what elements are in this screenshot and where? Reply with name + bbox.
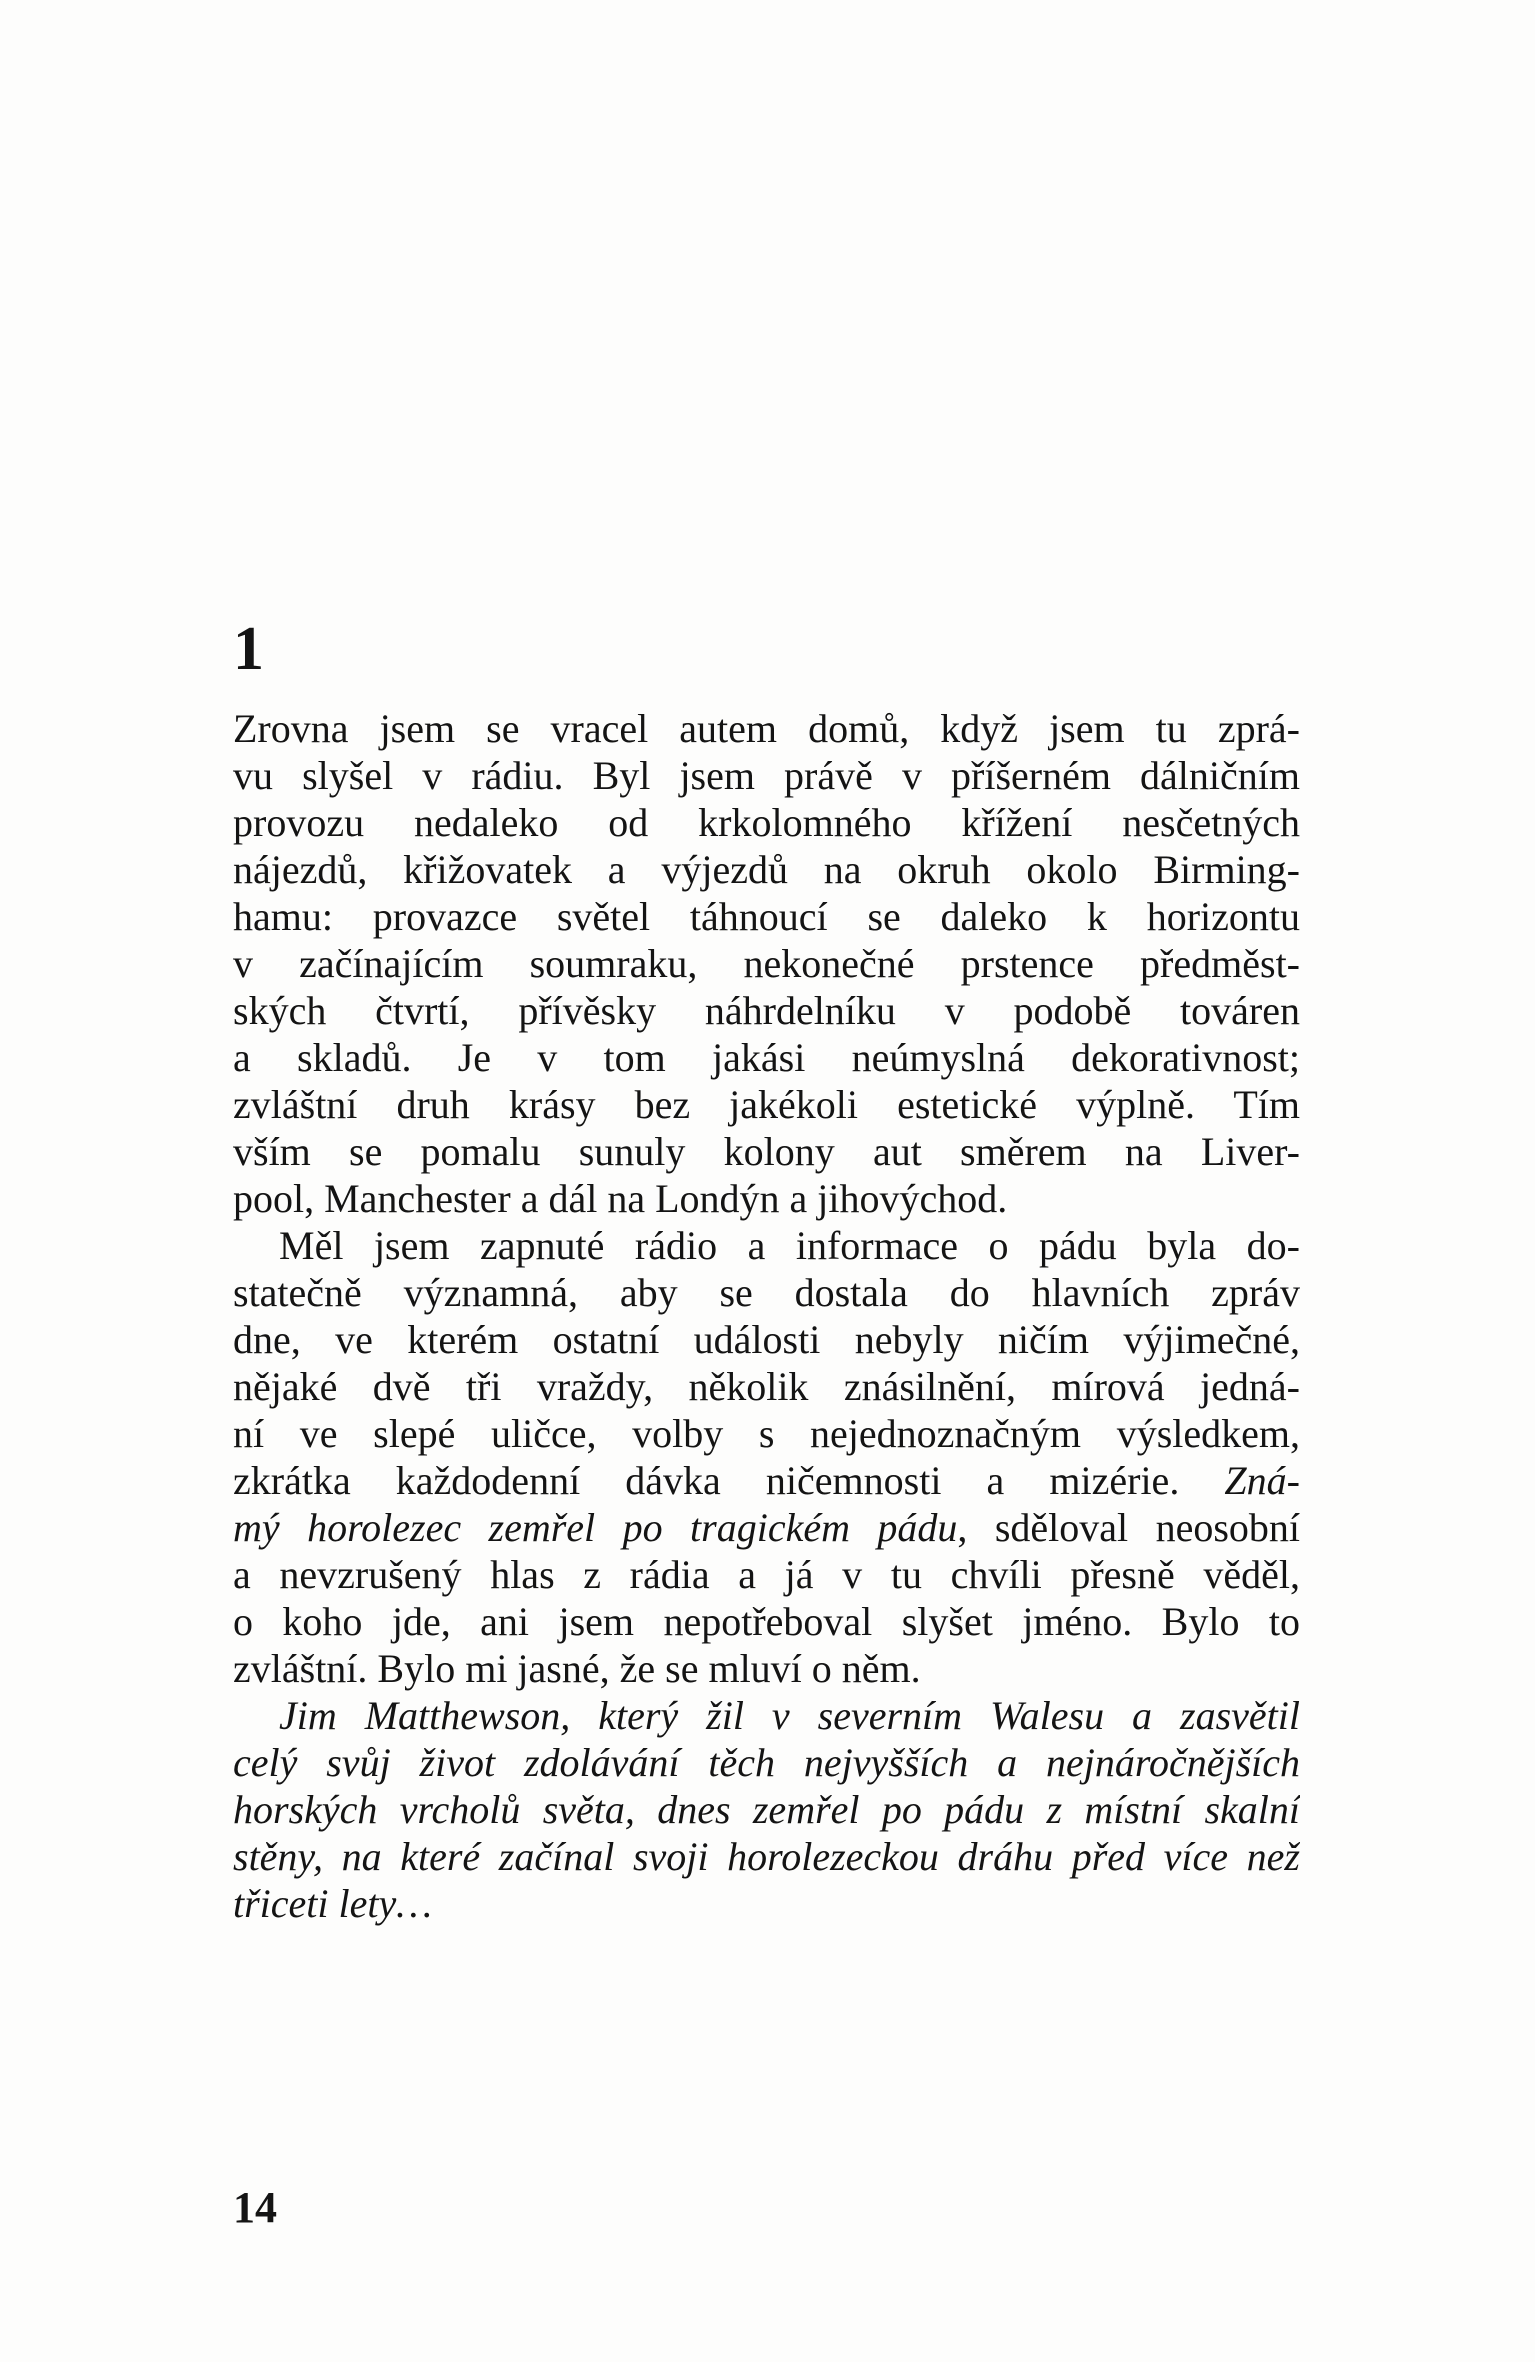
text-line: o koho jde, ani jsem nepotřeboval slyšet jméno. Bylo to <box>233 1599 1300 1644</box>
text-line: a nevzrušený hlas z rádia a já v tu chvíli přesně věděl, <box>233 1552 1300 1597</box>
text-line: a skladů. Je v tom jakási neúmyslná dekorativnost; <box>233 1035 1300 1080</box>
text-line: Zrovna jsem se vracel autem domů, když jsem tu zprá- <box>233 706 1300 751</box>
text-line: provozu nedaleko od krkolomného křížení nesčetných <box>233 800 1300 845</box>
text-line: nájezdů, křižovatek a výjezdů na okruh okolo Birming- <box>233 847 1300 892</box>
text-line: zvláštní. Bylo mi jasné, že se mluví o něm. <box>233 1646 921 1691</box>
text-segment-italic: mý horolezec zemřel po tragickém pádu <box>233 1505 958 1550</box>
text-segment: , sděloval neosobní <box>957 1505 1300 1550</box>
text-line-italic: horských vrcholů světa, dnes zemřel po pádu z místní skalní <box>233 1787 1300 1832</box>
text-line-italic: třiceti lety… <box>233 1881 432 1926</box>
chapter-number: 1 <box>233 615 264 683</box>
text-line-italic: Jim Matthewson, který žil v severním Walesu a zasvětil <box>279 1693 1300 1738</box>
text-line: v začínajícím soumraku, nekonečné prstence předměst- <box>233 941 1300 986</box>
text-line: vu slyšel v rádiu. Byl jsem právě v příšerném dálničním <box>233 753 1300 798</box>
text-line <box>233 1457 1300 1504</box>
page-number: 14 <box>233 2183 277 2232</box>
text-line: nějaké dvě tři vraždy, několik znásilnění, mírová jedná- <box>233 1364 1300 1409</box>
text-line: hamu: provazce světel táhnoucí se daleko k horizontu <box>233 894 1300 939</box>
text-line-italic: celý svůj život zdolávání těch nejvyšších a nejnáročnějších <box>233 1740 1300 1785</box>
text-line: pool, Manchester a dál na Londýn a jihovýchod. <box>233 1176 1008 1221</box>
text-segment-italic: Zná- <box>1224 1458 1300 1503</box>
text-line: Měl jsem zapnuté rádio a informace o pádu byla do- <box>279 1223 1300 1268</box>
text-line: ní ve slepé uličce, volby s nejednoznačným výsledkem, <box>233 1411 1300 1456</box>
text-line: zvláštní druh krásy bez jakékoli estetické výplně. Tím <box>233 1082 1300 1127</box>
text-line <box>233 1504 1300 1551</box>
text-line: ských čtvrtí, přívěsky náhrdelníku v podobě továren <box>233 988 1300 1033</box>
text-line-italic: stěny, na které začínal svoji horolezeckou dráhu před více než <box>233 1834 1300 1879</box>
text-line: dne, ve kterém ostatní události nebyly ničím výjimečné, <box>233 1317 1300 1362</box>
text-line: vším se pomalu sunuly kolony aut směrem na Liver- <box>233 1129 1300 1174</box>
text-segment: zkrátka každodenní dávka ničemnosti a mizérie. <box>233 1458 1225 1503</box>
body-text-block <box>233 705 1300 1927</box>
text-line: statečně významná, aby se dostala do hlavních zpráv <box>233 1270 1300 1315</box>
